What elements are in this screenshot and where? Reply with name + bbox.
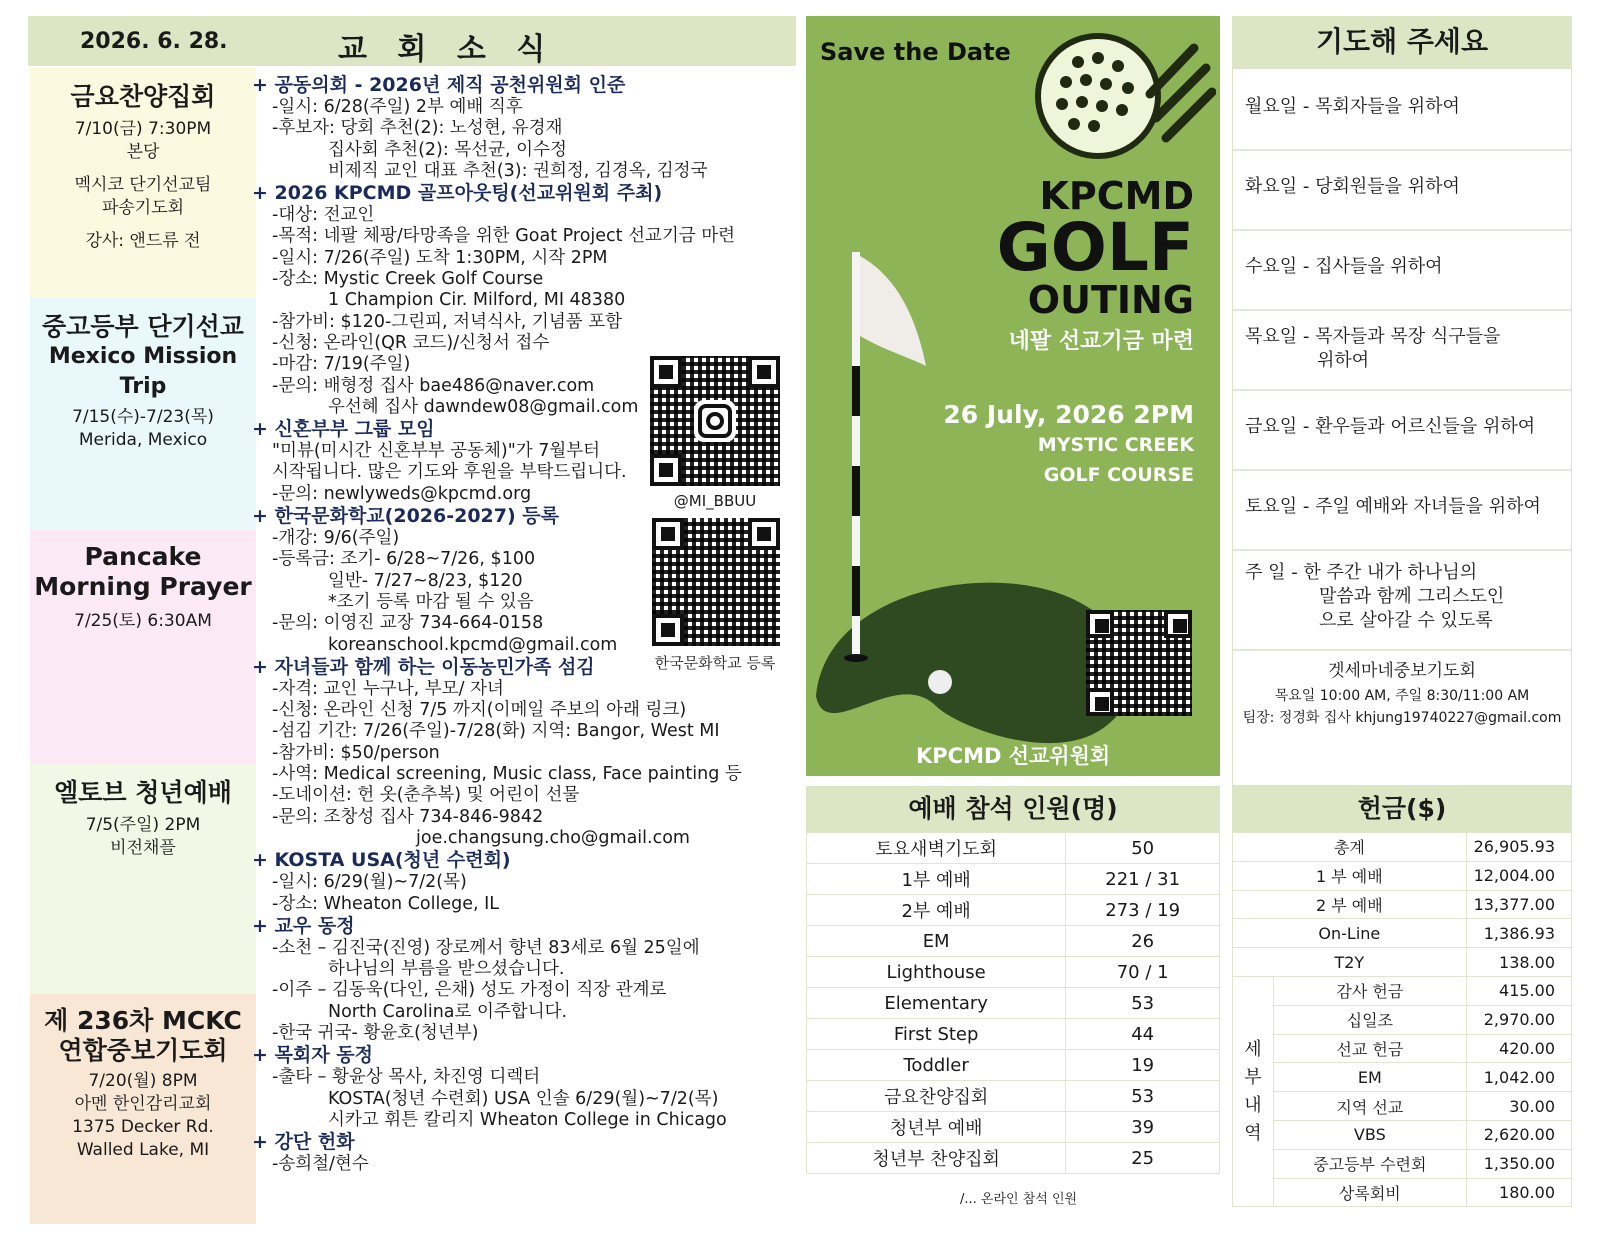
news-line: -등록금: 조기- 6/28~7/26, $100 bbox=[272, 549, 536, 570]
gethsemane-leader: 팀장: 정경화 집사 khjung19740227@gmail.com bbox=[1242, 710, 1562, 726]
event-line: 7/15(수)-7/23(목) bbox=[72, 407, 214, 427]
attendance-row bbox=[807, 1112, 1220, 1143]
news-line: -개강: 9/6(주일) bbox=[272, 528, 400, 549]
offering-row bbox=[1233, 890, 1572, 919]
offering-row bbox=[1233, 948, 1572, 977]
offering-amount: 30.00 bbox=[1466, 1092, 1571, 1121]
event-pancake-prayer bbox=[30, 542, 256, 633]
flyer-purpose: 네팔 선교기금 마련 bbox=[1008, 329, 1194, 354]
news-line: 우선혜 집사 dawndew08@gmail.com bbox=[328, 396, 639, 417]
news-line: -소천 – 김진국(진영) 장로께서 향년 83세로 6월 25일에 bbox=[272, 937, 700, 958]
offering-category: 중고등부 수련회 bbox=[1274, 1149, 1467, 1178]
offering-category: 지역 선교 bbox=[1274, 1092, 1467, 1121]
offering-category: 상록회비 bbox=[1274, 1178, 1467, 1207]
golf-outing-flyer bbox=[806, 16, 1220, 776]
offering-category: On-Line bbox=[1233, 919, 1467, 948]
news-heading: + 자녀들과 함께 하는 이동농민가족 섬김 bbox=[252, 655, 595, 678]
offering-amount: 2,970.00 bbox=[1466, 1005, 1571, 1034]
news-line: -일시: 7/26(주일) 도착 1:30PM, 시작 2PM bbox=[272, 247, 608, 268]
event-line: 비전채플 bbox=[110, 838, 176, 858]
instagram-handle: @MI_BBUU bbox=[673, 492, 757, 510]
flyer-venue-line2: GOLF COURSE bbox=[1043, 464, 1194, 486]
event-line: 7/10(금) 7:30PM bbox=[74, 119, 212, 139]
news-line: 집사회 추천(2): 목선균, 이수정 bbox=[328, 139, 567, 160]
attendance-count: 39 bbox=[1066, 1112, 1220, 1143]
offering-detail-row bbox=[1233, 1092, 1572, 1121]
offering-row bbox=[1233, 861, 1572, 890]
prayer-item bbox=[1233, 389, 1571, 471]
news-line: -이주 – 김동욱(다인, 은채) 성도 가정이 직장 관계로 bbox=[272, 980, 667, 1001]
news-heading: + 신혼부부 그룹 모임 bbox=[252, 418, 435, 441]
offering-detail-label-char: 세 bbox=[1244, 1038, 1262, 1060]
flyer-footer: KPCMD 선교위원회 bbox=[916, 744, 1111, 768]
attendance-count: 44 bbox=[1066, 1019, 1220, 1050]
news-heading: + KOSTA USA(청년 수련회) bbox=[252, 849, 511, 872]
attendance-service: EM bbox=[807, 926, 1066, 957]
event-line: 7/20(월) 8PM bbox=[88, 1071, 198, 1091]
attendance-count: 221 / 31 bbox=[1066, 864, 1220, 895]
offering-row bbox=[1233, 833, 1572, 862]
prayer-item bbox=[1233, 549, 1571, 651]
event-line: 아멘 한인감리교회 bbox=[74, 1094, 212, 1114]
attendance-row bbox=[807, 957, 1220, 988]
event-line: Merida, Mexico bbox=[78, 430, 208, 450]
instagram-icon bbox=[694, 400, 736, 442]
offering-category: 2 부 예배 bbox=[1233, 890, 1467, 919]
event-friday-worship bbox=[30, 82, 256, 253]
event-line: 7/5(주일) 2PM bbox=[85, 815, 201, 835]
news-heading: + 교우 동정 bbox=[252, 914, 355, 937]
offering-header: 헌금($) bbox=[1232, 786, 1572, 832]
instagram-qr-code bbox=[650, 356, 780, 486]
news-line: -후보자: 당회 추천(2): 노성현, 유경재 bbox=[272, 118, 563, 139]
attendance-service: Toddler bbox=[807, 1050, 1066, 1081]
event-line: 본당 bbox=[126, 142, 160, 162]
offering-detail-row bbox=[1233, 1149, 1572, 1178]
gethsemane-time: 목요일 10:00 AM, 주일 8:30/11:00 AM bbox=[1274, 688, 1530, 704]
offering-detail-row bbox=[1233, 1005, 1572, 1034]
offering-amount: 180.00 bbox=[1466, 1178, 1571, 1207]
offering-amount: 1,042.00 bbox=[1466, 1063, 1571, 1092]
event-title: 중고등부 단기선교 bbox=[42, 312, 244, 341]
flyer-datetime: 26 July, 2026 2PM bbox=[943, 400, 1194, 429]
news-line: North Carolina로 이주합니다. bbox=[328, 1001, 568, 1022]
news-heading: + 2026 KPCMD 골프아웃팅(선교위원회 주최) bbox=[252, 182, 663, 205]
news-line: "미뷰(미시간 신혼부부 공동체)"가 7월부터 bbox=[272, 441, 601, 462]
prayer-line: 화요일 - 당회원들을 위하여 bbox=[1245, 176, 1460, 197]
attendance-count: 70 / 1 bbox=[1066, 957, 1220, 988]
news-line: -신청: 온라인 신청 7/5 까지(이메일 주보의 아래 링크) bbox=[272, 700, 687, 721]
event-mckc-prayer bbox=[30, 1006, 256, 1162]
prayer-header: 기도해 주세요 bbox=[1232, 16, 1572, 68]
attendance-row bbox=[807, 988, 1220, 1019]
flyer-golf: GOLF bbox=[996, 209, 1194, 286]
offering-amount: 1,350.00 bbox=[1466, 1149, 1571, 1178]
event-line: 1375 Decker Rd. bbox=[72, 1117, 214, 1137]
news-title: 교 회 소 식 bbox=[338, 32, 556, 67]
event-subtitle: 연합중보기도회 bbox=[58, 1036, 228, 1065]
event-mission-trip bbox=[30, 312, 256, 452]
offering-detail-row bbox=[1233, 1063, 1572, 1092]
offering-detail-label-char: 내 bbox=[1244, 1094, 1262, 1116]
prayer-line: 으로 살아갈 수 있도록 bbox=[1319, 610, 1493, 631]
news-line: -섬김 기간: 7/26(주일)-7/28(화) 지역: Bangor, West MI bbox=[272, 721, 720, 742]
news-line: -문의: 배형정 집사 bae486@naver.com bbox=[272, 375, 595, 396]
offering-detail-row bbox=[1233, 1120, 1572, 1149]
attendance-row bbox=[807, 895, 1220, 926]
korean-school-qr-code bbox=[652, 518, 780, 646]
attendance-service: First Step bbox=[807, 1019, 1066, 1050]
attendance-service: 금요찬양집회 bbox=[807, 1081, 1066, 1112]
attendance-row bbox=[807, 1143, 1220, 1174]
news-line: -신청: 온라인(QR 코드)/신청서 접수 bbox=[272, 332, 550, 353]
offering-category: 십일조 bbox=[1274, 1005, 1467, 1034]
attendance-row bbox=[807, 1019, 1220, 1050]
news-line: -도네이션: 헌 옷(춘추복) 및 어린이 선물 bbox=[272, 785, 580, 806]
gethsemane-prayer-meeting bbox=[1233, 657, 1571, 729]
event-line: Walled Lake, MI bbox=[76, 1140, 210, 1160]
news-line: -장소: Mystic Creek Golf Course bbox=[272, 269, 544, 290]
event-eltov-worship bbox=[30, 778, 256, 860]
prayer-line: 토요일 - 주일 예배와 자녀들을 위하여 bbox=[1245, 496, 1541, 517]
offering-amount: 13,377.00 bbox=[1466, 890, 1571, 919]
offering-category: T2Y bbox=[1233, 948, 1467, 977]
event-title: 제 236차 MCKC bbox=[44, 1006, 242, 1035]
attendance-header: 예배 참석 인원(명) bbox=[806, 786, 1220, 832]
flyer-org: KPCMD bbox=[1039, 174, 1194, 218]
offering-category: EM bbox=[1274, 1063, 1467, 1092]
news-line: 하나님의 부름을 받으셨습니다. bbox=[328, 959, 565, 980]
news-line: -참가비: $120-그린피, 저녁식사, 기념품 포함 bbox=[272, 311, 623, 332]
news-line: -마감: 7/19(주일) bbox=[272, 354, 411, 375]
gethsemane-title: 겟세마네중보기도회 bbox=[1328, 661, 1476, 681]
save-the-date: Save the Date bbox=[820, 38, 1011, 66]
news-line: -장소: Wheaton College, IL bbox=[272, 893, 500, 914]
event-subtitle: Mexico Mission Trip bbox=[48, 344, 238, 399]
prayer-item bbox=[1233, 469, 1571, 551]
event-subtitle: Morning Prayer bbox=[34, 572, 252, 601]
prayer-list bbox=[1232, 68, 1572, 786]
flyer-outing: OUTING bbox=[1027, 278, 1194, 322]
news-heading: + 한국문화학교(2026-2027) 등록 bbox=[252, 505, 559, 528]
news-line: 1 Champion Cir. Milford, MI 48380 bbox=[328, 290, 626, 311]
korean-school-qr-caption: 한국문화학교 등록 bbox=[654, 654, 776, 672]
attendance-row bbox=[807, 833, 1220, 864]
news-line: -문의: newlyweds@kpcmd.org bbox=[272, 483, 532, 504]
prayer-line: 수요일 - 집사들을 위하여 bbox=[1245, 256, 1443, 277]
attendance-service: 1부 예배 bbox=[807, 864, 1066, 895]
attendance-count: 53 bbox=[1066, 1081, 1220, 1112]
offering-detail-row bbox=[1233, 1034, 1572, 1063]
prayer-line: 목요일 - 목자들과 목장 식구들을 bbox=[1245, 326, 1501, 347]
news-line: -목적: 네팔 체팡/타망족을 위한 Goat Project 선교기금 마련 bbox=[272, 226, 736, 247]
news-line: 시카고 휘튼 칼리지 Wheaton College in Chicago bbox=[328, 1109, 727, 1130]
offering-category: 총계 bbox=[1233, 833, 1467, 862]
offering-category: 1 부 예배 bbox=[1233, 861, 1467, 890]
offering-amount: 12,004.00 bbox=[1466, 861, 1571, 890]
news-line: -참가비: $50/person bbox=[272, 742, 440, 763]
attendance-count: 273 / 19 bbox=[1066, 895, 1220, 926]
attendance-row bbox=[807, 1050, 1220, 1081]
news-line: -문의: 조창성 집사 734-846-9842 bbox=[272, 806, 544, 827]
left-header bbox=[28, 16, 796, 66]
news-line: -일시: 6/29(월)~7/2(목) bbox=[272, 872, 467, 893]
news-heading: + 강단 헌화 bbox=[252, 1131, 355, 1154]
attendance-count: 26 bbox=[1066, 926, 1220, 957]
attendance-table bbox=[806, 832, 1220, 1174]
offering-row bbox=[1233, 919, 1572, 948]
news-line: koreanschool.kpcmd@gmail.com bbox=[328, 634, 618, 655]
news-line: 일반- 7/27~8/23, $120 bbox=[328, 570, 523, 591]
news-line: -문의: 이영진 교장 734-664-0158 bbox=[272, 613, 544, 634]
event-line: 7/25(토) 6:30AM bbox=[74, 611, 212, 631]
news-line: -자격: 교인 누구나, 부모/ 자녀 bbox=[272, 678, 504, 699]
attendance-count: 19 bbox=[1066, 1050, 1220, 1081]
prayer-line: 월요일 - 목회자들을 위하여 bbox=[1245, 96, 1460, 117]
news-line: -사역: Medical screening, Music class, Face painting 등 bbox=[272, 764, 742, 785]
golf-registration-qr-code bbox=[1086, 610, 1192, 716]
offering-amount: 2,620.00 bbox=[1466, 1120, 1571, 1149]
offering-detail-row bbox=[1233, 1178, 1572, 1207]
offering-detail-row bbox=[1233, 976, 1572, 1005]
news-line: joe.changsung.cho@gmail.com bbox=[416, 827, 690, 848]
event-line: 멕시코 단기선교팀 bbox=[74, 175, 212, 195]
offering-amount: 415.00 bbox=[1466, 976, 1571, 1005]
offering-category: 감사 헌금 bbox=[1274, 976, 1467, 1005]
news-heading: + 공동의회 - 2026년 제직 공천위원회 인준 bbox=[252, 74, 626, 96]
bulletin-date: 2026. 6. 28. bbox=[80, 29, 228, 54]
attendance-count: 50 bbox=[1066, 833, 1220, 864]
attendance-service: 토요새벽기도회 bbox=[807, 833, 1066, 864]
prayer-item bbox=[1233, 149, 1571, 231]
attendance-row bbox=[807, 1081, 1220, 1112]
offering-amount: 26,905.93 bbox=[1466, 833, 1571, 862]
news-line: KOSTA(청년 수련회) USA 인솔 6/29(월)~7/2(목) bbox=[328, 1088, 719, 1109]
news-line: *조기 등록 마감 될 수 있음 bbox=[328, 591, 534, 612]
offering-detail-label bbox=[1233, 976, 1274, 1206]
news-line: -한국 귀국- 황윤호(청년부) bbox=[272, 1022, 479, 1043]
offering-category: VBS bbox=[1274, 1120, 1467, 1149]
prayer-line: 금요일 - 환우들과 어르신들을 위하여 bbox=[1245, 416, 1536, 437]
offering-amount: 420.00 bbox=[1466, 1034, 1571, 1063]
event-line: 강사: 앤드류 전 bbox=[85, 231, 201, 251]
attendance-service: 2부 예배 bbox=[807, 895, 1066, 926]
attendance-service: Elementary bbox=[807, 988, 1066, 1019]
prayer-line: 위하여 bbox=[1317, 350, 1370, 371]
attendance-note: /... 온라인 참석 인원 bbox=[960, 1192, 1078, 1207]
golf-ball-icon bbox=[1026, 26, 1216, 166]
news-line: -출타 – 황윤상 목사, 차진영 디렉터 bbox=[272, 1067, 541, 1088]
offering-detail-label-char: 역 bbox=[1244, 1122, 1262, 1144]
attendance-row bbox=[807, 926, 1220, 957]
news-line: 시작됩니다. 많은 기도와 후원을 부탁드립니다. bbox=[272, 462, 627, 483]
news-line: -일시: 6/28(주일) 2부 예배 직후 bbox=[272, 97, 523, 117]
attendance-service: 청년부 찬양집회 bbox=[807, 1143, 1066, 1174]
prayer-item bbox=[1233, 229, 1571, 311]
prayer-line: 주 일 - 한 주간 내가 하나님의 bbox=[1245, 562, 1478, 583]
event-title: Pancake bbox=[84, 542, 202, 571]
flyer-venue-line1: MYSTIC CREEK bbox=[1037, 434, 1194, 456]
offering-detail-label-char: 부 bbox=[1244, 1066, 1262, 1088]
offering-amount: 1,386.93 bbox=[1466, 919, 1571, 948]
event-line: 파송기도회 bbox=[101, 198, 185, 218]
news-line: -송희철/현수 bbox=[272, 1154, 369, 1175]
news-line: -대상: 전교인 bbox=[272, 205, 375, 226]
prayer-line: 말씀과 함께 그리스도인 bbox=[1319, 586, 1505, 607]
prayer-item bbox=[1233, 69, 1571, 151]
attendance-count: 53 bbox=[1066, 988, 1220, 1019]
attendance-service: 청년부 예배 bbox=[807, 1112, 1066, 1143]
offering-amount: 138.00 bbox=[1466, 948, 1571, 977]
offering-category: 선교 헌금 bbox=[1274, 1034, 1467, 1063]
attendance-row bbox=[807, 864, 1220, 895]
news-line: 비제직 교인 대표 추천(3): 권희정, 김경옥, 김정국 bbox=[328, 160, 708, 181]
news-heading: + 목회자 동정 bbox=[252, 1044, 373, 1067]
event-title: 엘토브 청년예배 bbox=[54, 778, 232, 807]
offering-table bbox=[1232, 832, 1572, 1207]
attendance-service: Lighthouse bbox=[807, 957, 1066, 988]
event-title: 금요찬양집회 bbox=[70, 82, 216, 111]
prayer-item bbox=[1233, 309, 1571, 391]
attendance-count: 25 bbox=[1066, 1143, 1220, 1174]
